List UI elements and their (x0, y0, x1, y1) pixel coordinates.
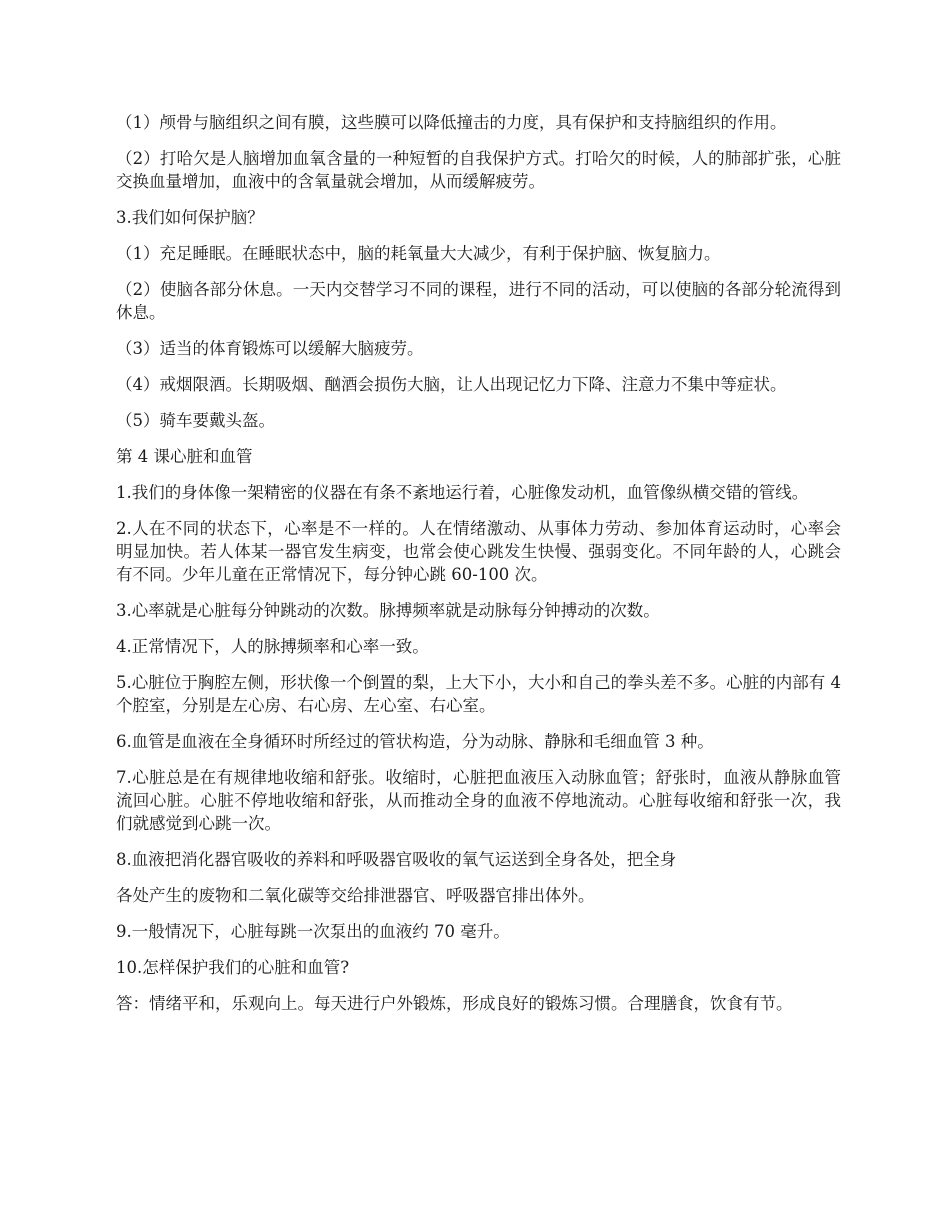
paragraph-item-9: 9.一般情况下，心脏每跳一次泵出的血液约 70 毫升。 (116, 922, 510, 941)
paragraph-sleep: （1）充足睡眠。在睡眠状态中，脑的耗氧量大大减少，有利于保护脑、恢复脑力。 (116, 244, 721, 263)
paragraph-membrane: （1）颅骨与脑组织之间有膜，这些膜可以降低撞击的力度，具有保护和支持脑组织的作用。 (116, 113, 787, 132)
heading-protect-brain: 3.我们如何保护脑？ (116, 208, 264, 227)
paragraph-helmet: （5）骑车要戴头盔。 (116, 411, 275, 430)
paragraph-quit-smoking: （4）戒烟限酒。长期吸烟、酗酒会损伤大脑，让人出现记忆力下降、注意力不集中等症状。 (116, 375, 787, 394)
heading-protect-heart: 10.怎样保护我们的心脏和血管? (116, 958, 350, 977)
paragraph-item-1: 1.我们的身体像一架精密的仪器在有条不紊地运行着，心脏像发动机，血管像纵横交错的管线。 (116, 483, 809, 502)
lesson-title: 第 4 课心脏和血管 (116, 447, 253, 466)
paragraph-rest-brain: （2）使脑各部分休息。一天内交替学习不同的课程，进行不同的活动，可以使脑的各部分轮流得到休息。 (116, 280, 841, 322)
paragraph-item-4: 4.正常情况下，人的脉搏频率和心率一致。 (116, 637, 429, 656)
paragraph-item-2: 2.人在不同的状态下，心率是不一样的。人在情绪激动、从事体力劳动、参加体育运动时，心率会明显加快。若人体某一器官发生病变，也常会使心跳发生快慢、强弱变化。不同年龄的人，心跳会有不同。少年儿童在正常情况下，每分钟心跳 60-100 次。 (116, 519, 841, 584)
paragraph-item-8-continued: 各处产生的废物和二氧化碳等交给排泄器官、呼吸器官排出体外。 (116, 886, 595, 905)
paragraph-item-7: 7.心脏总是在有规律地收缩和舒张。收缩时，心脏把血液压入动脉血管；舒张时，血液从静脉血管流回心脏。心脏不停地收缩和舒张，从而推动全身的血液不停地流动。心脏每收缩和舒张一次，我们就感觉到心跳一次。 (116, 768, 841, 833)
paragraph-item-3: 3.心率就是心脏每分钟跳动的次数。脉搏频率就是动脉每分钟搏动的次数。 (116, 601, 660, 620)
paragraph-answer: 答：情绪平和，乐观向上。每天进行户外锻炼，形成良好的锻炼习惯。合理膳食，饮食有节。 (116, 994, 793, 1013)
paragraph-exercise: （3）适当的体育锻炼可以缓解大脑疲劳。 (116, 339, 424, 358)
paragraph-yawn: （2）打哈欠是人脑增加血氧含量的一种短暂的自我保护方式。打哈欠的时候，人的肺部扩张，心脏交换血量增加，血液中的含氧量就会增加，从而缓解疲劳。 (116, 149, 841, 191)
paragraph-item-8: 8.血液把消化器官吸收的养料和呼吸器官吸收的氧气运送到全身各处，把全身 (116, 850, 677, 869)
paragraph-item-5: 5.心脏位于胸腔左侧，形状像一个倒置的梨，上大下小，大小和自己的拳头差不多。心脏的内部有 4 个腔室，分别是左心房、右心房、左心室、右心室。 (116, 673, 841, 715)
document-page (116, 111, 841, 1028)
paragraph-item-6: 6.血管是血液在全身循环时所经过的管状构造，分为动脉、静脉和毛细血管 3 种。 (116, 732, 714, 751)
